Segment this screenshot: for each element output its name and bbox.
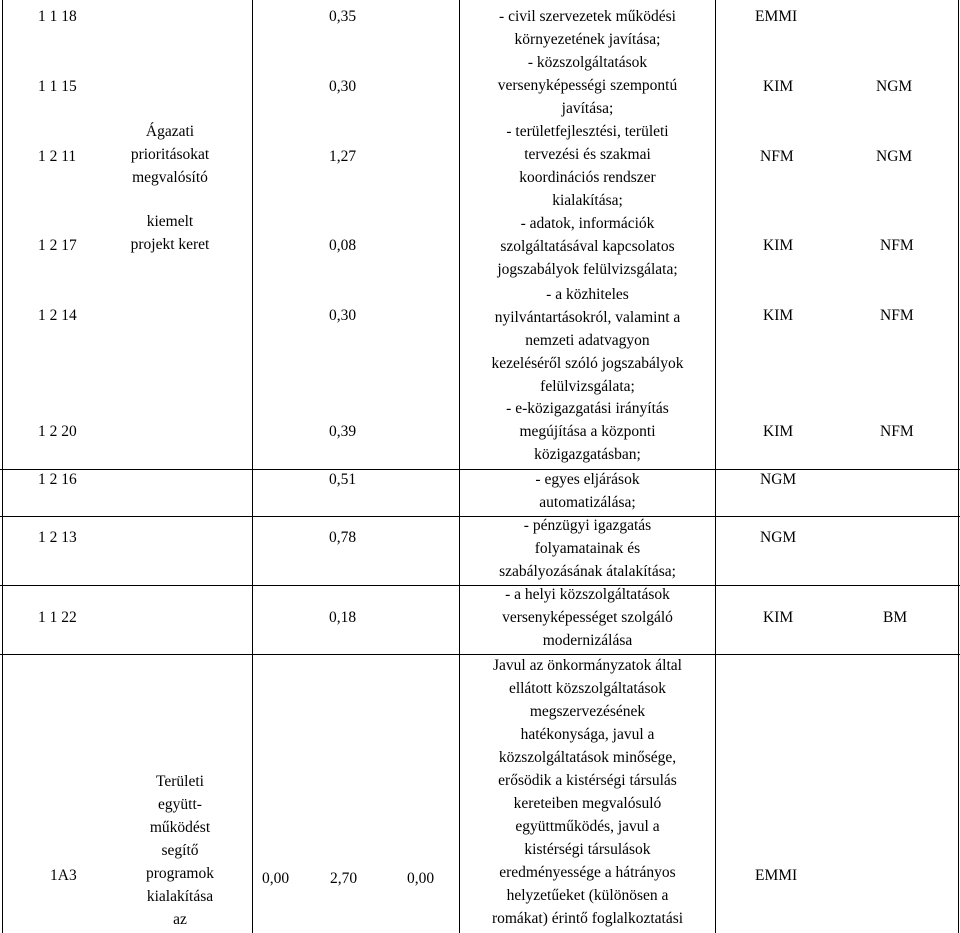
ministry: KIM bbox=[763, 237, 794, 254]
ministry: KIM bbox=[763, 307, 794, 324]
row-value: 0,18 bbox=[329, 609, 357, 626]
row-value: 0,08 bbox=[329, 237, 357, 254]
row-value: 0,00 bbox=[407, 870, 435, 887]
ministry: NGM bbox=[760, 471, 797, 488]
ministry: KIM bbox=[763, 609, 794, 626]
row-code: 1 2 14 bbox=[38, 307, 77, 324]
ministry: EMMI bbox=[755, 867, 798, 884]
ministry: NFM bbox=[880, 237, 914, 254]
goal-text: - a közhiteles nyilvántartásokról, valamint a nemzeti adatvagyon kezeléséről szóló jogszabályok felülvizsgálata; bbox=[491, 286, 684, 395]
goal-text: - adatok, információk szolgáltatásával kapcsolatos jogszabályok felülvizsgálata; bbox=[497, 215, 678, 278]
ministry: KIM bbox=[763, 78, 794, 95]
ministry: NFM bbox=[760, 148, 794, 165]
goal-text: - területfejlesztési, területi tervezési és szakmai koordinációs rendszer kialakítása; bbox=[506, 123, 669, 209]
ministry: KIM bbox=[763, 423, 794, 440]
row-code: 1 2 16 bbox=[38, 471, 77, 488]
row-code: 1A3 bbox=[50, 867, 77, 884]
row-code: 1 1 15 bbox=[38, 78, 77, 95]
goal-text: - pénzügyi igazgatás folyamatainak és szabályozásának átalakítása; bbox=[499, 517, 676, 580]
row-value: 0,51 bbox=[329, 471, 357, 488]
row-code: 1 2 13 bbox=[38, 529, 77, 546]
goal-text: - civil szervezetek működési környezetének javítása; bbox=[499, 8, 676, 48]
goal-text: - e-közigazgatási irányítás megújítása a központi közigazgatásban; bbox=[506, 400, 669, 463]
row-value: 0,39 bbox=[329, 423, 357, 440]
row-code: 1 1 22 bbox=[38, 609, 77, 626]
goal-text: - a helyi közszolgáltatások versenyképességet szolgáló modernizálása bbox=[502, 586, 673, 649]
row-value: 2,70 bbox=[330, 870, 358, 887]
ministry: BM bbox=[883, 609, 908, 626]
ministry: NGM bbox=[876, 148, 913, 165]
row-code: 1 2 17 bbox=[38, 237, 77, 254]
goal-text: - egyes eljárások automatizálása; bbox=[535, 471, 640, 511]
ministry: NGM bbox=[876, 78, 913, 95]
row-value: 0,30 bbox=[329, 78, 357, 95]
ministry: NFM bbox=[880, 307, 914, 324]
group-label: Ágazati prioritásokat megvalósító kiemelt projekt keret bbox=[130, 123, 210, 253]
row-value: 0,78 bbox=[329, 529, 357, 546]
row-code: 1 2 20 bbox=[38, 423, 77, 440]
row-value: 0,00 bbox=[262, 870, 290, 887]
row-value: 0,35 bbox=[329, 8, 357, 25]
program-description: Javul az önkormányzatok által ellátott közszolgáltatások megszervezésének hatékonysága, javul a közszolgáltatások minősége, erősödik a kistérségi társulás kereteiben megvalósuló együttműködés, javul a kistérségi társulások eredményessége a hátrányos helyzetűeket (különösen a romákat) érintő foglalkoztatási bbox=[491, 657, 684, 927]
row-value: 0,30 bbox=[329, 307, 357, 324]
ministry: EMMI bbox=[755, 8, 798, 25]
program-label: Területi együtt- működést segítő programok kialakítása az bbox=[145, 773, 214, 928]
goal-text: - közszolgáltatások versenyképességi szempontú javítása; bbox=[497, 54, 678, 117]
row-value: 1,27 bbox=[329, 148, 357, 165]
ministry: NFM bbox=[880, 423, 914, 440]
row-code: 1 1 18 bbox=[38, 8, 77, 25]
ministry: NGM bbox=[760, 529, 797, 546]
row-code: 1 2 11 bbox=[38, 148, 77, 165]
